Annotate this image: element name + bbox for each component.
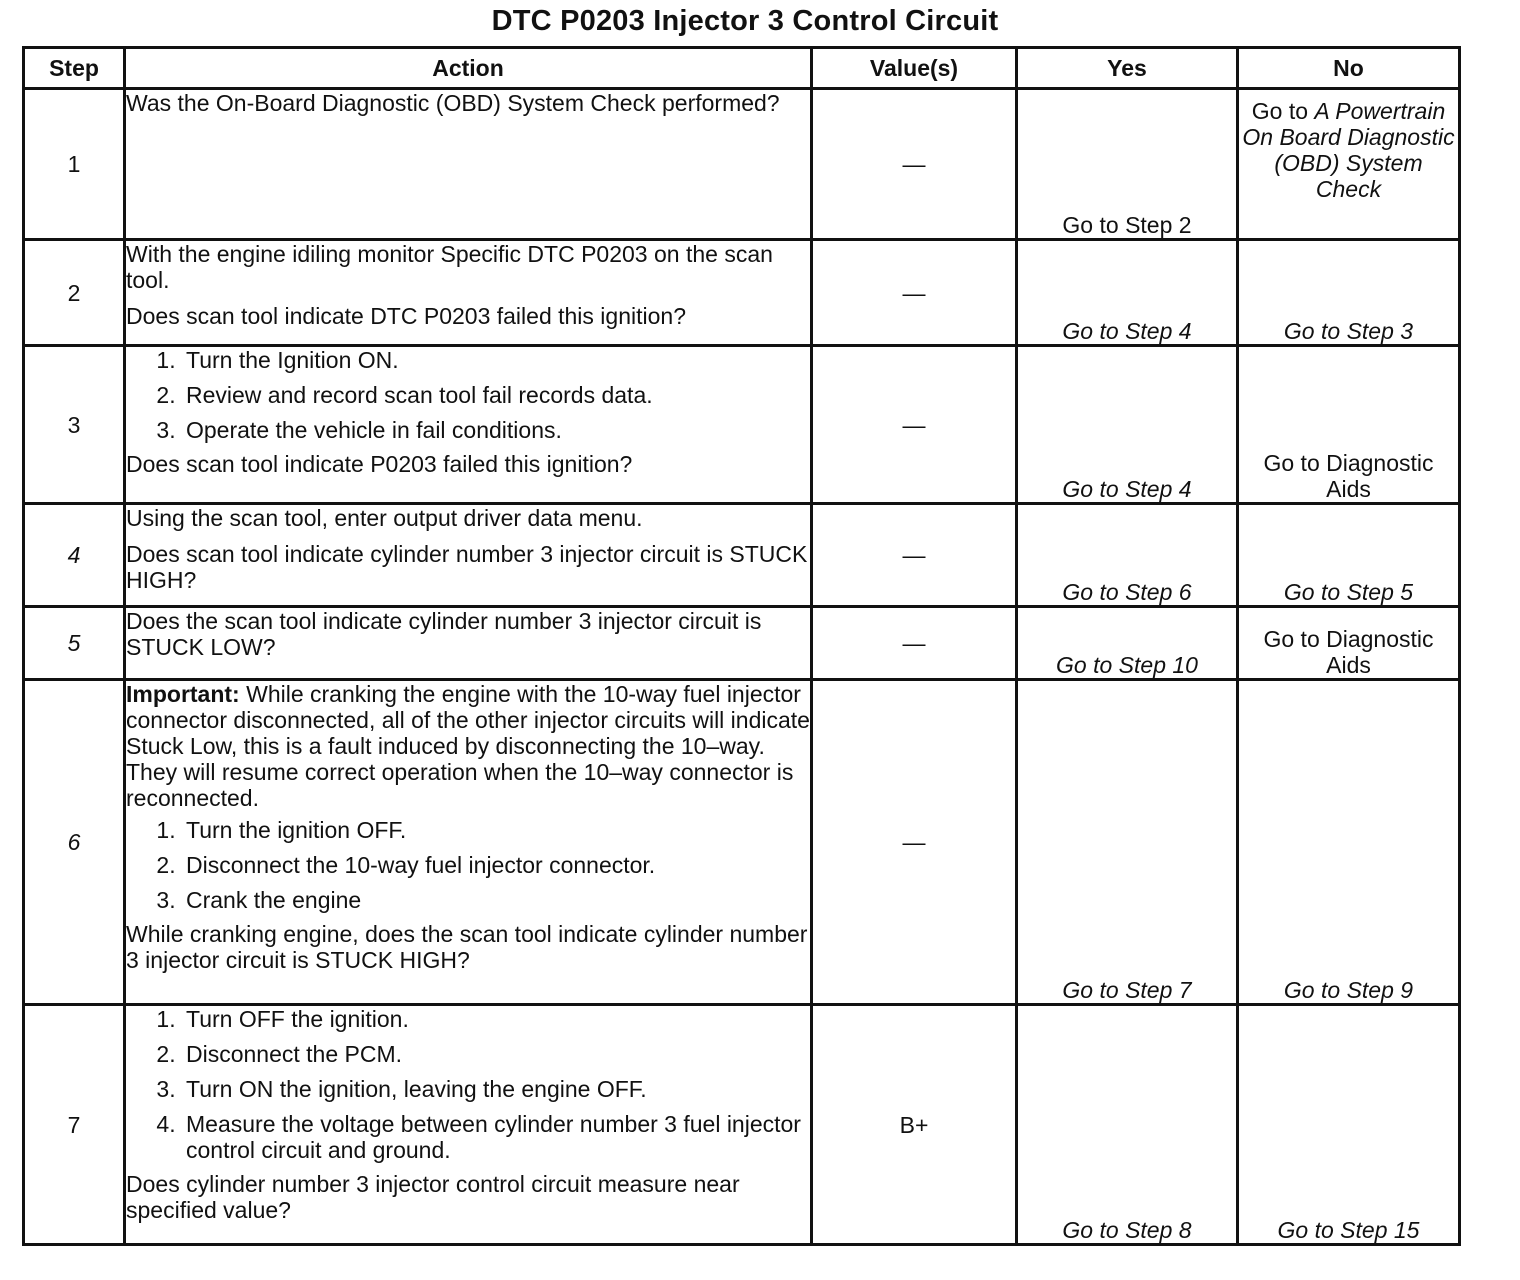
no-cell: Go to Step 9 (1238, 680, 1460, 1005)
table-row (24, 504, 1460, 607)
action-text: Was the On-Board Diagnostic (OBD) System Check performed? (126, 90, 780, 116)
yes-cell: Go to Step 2 (1017, 89, 1238, 240)
yes-cell: Go to Step 4 (1017, 240, 1238, 346)
table-row (24, 680, 1460, 1005)
header-action: Action (125, 48, 812, 89)
action-steps-list (126, 817, 810, 913)
action-cell (125, 1005, 812, 1245)
table-row (24, 89, 1460, 240)
table-row (24, 1005, 1460, 1245)
list-item: 3. Crank the engine (182, 887, 810, 913)
list-item: 3. Turn ON the ignition, leaving the engine OFF. (182, 1076, 810, 1102)
diagnostic-table (22, 46, 1461, 1246)
no-cell: Go to Step 15 (1238, 1005, 1460, 1245)
header-values: Value(s) (812, 48, 1017, 89)
table-row (24, 240, 1460, 346)
no-cell: Go to Diagnostic Aids (1238, 607, 1460, 680)
action-cell (125, 89, 812, 240)
value-cell: — (812, 680, 1017, 1005)
yes-cell: Go to Step 10 (1017, 607, 1238, 680)
action-cell (125, 607, 812, 680)
header-step: Step (24, 48, 125, 89)
action-text: Using the scan tool, enter output driver data menu. (126, 505, 643, 531)
value-cell: — (812, 504, 1017, 607)
value-cell: — (812, 346, 1017, 504)
action-question: Does scan tool indicate DTC P0203 failed this ignition? (126, 303, 686, 329)
list-item: 1. Turn OFF the ignition. (182, 1006, 810, 1032)
header-no: No (1238, 48, 1460, 89)
no-cell: Go to Step 5 (1238, 504, 1460, 607)
important-note (126, 681, 810, 811)
list-item: 1. Turn the ignition OFF. (182, 817, 810, 843)
table-row (24, 607, 1460, 680)
step-number: 2 (24, 240, 125, 346)
action-cell (125, 240, 812, 346)
no-cell: Go to Step 3 (1238, 240, 1460, 346)
no-cell: Go to Diagnostic Aids (1238, 346, 1460, 504)
step-number: 5 (24, 607, 125, 680)
header-yes: Yes (1017, 48, 1238, 89)
step-number: 7 (24, 1005, 125, 1245)
yes-cell: Go to Step 6 (1017, 504, 1238, 607)
action-cell (125, 504, 812, 607)
value-cell: B+ (812, 1005, 1017, 1245)
value-cell: — (812, 607, 1017, 680)
action-cell (125, 346, 812, 504)
table-header-row (24, 48, 1460, 89)
step-number: 4 (24, 504, 125, 607)
list-item: 3. Operate the vehicle in fail conditions. (182, 417, 810, 443)
yes-cell: Go to Step 7 (1017, 680, 1238, 1005)
action-question: Does the scan tool indicate cylinder number 3 injector circuit is STUCK LOW? (126, 608, 762, 660)
important-label: Important: (126, 681, 240, 707)
list-item: 4. Measure the voltage between cylinder number 3 fuel injector control circuit and ground. (182, 1111, 810, 1163)
step-number: 1 (24, 89, 125, 240)
no-cell-prefix: Go to (1251, 98, 1315, 124)
no-cell (1238, 89, 1460, 240)
action-steps-list (126, 1006, 810, 1163)
list-item: 2. Disconnect the 10-way fuel injector connector. (182, 852, 810, 878)
action-cell (125, 680, 812, 1005)
action-question: Does scan tool indicate P0203 failed this ignition? (126, 451, 633, 477)
important-text: While cranking the engine with the 10-way fuel injector connector disconnected, all of the other injector circuits will indicate Stuck Low, this is a fault induced by disconnecting the 10–way. They will resume correct operation when the 10–way connector is reconnected. (126, 681, 810, 811)
yes-cell: Go to Step 8 (1017, 1005, 1238, 1245)
page-title: DTC P0203 Injector 3 Control Circuit (491, 5, 999, 37)
action-question: Does cylinder number 3 injector control circuit measure near specified value? (126, 1171, 740, 1223)
step-number: 6 (24, 680, 125, 1005)
value-cell: — (812, 240, 1017, 346)
list-item: 2. Review and record scan tool fail records data. (182, 382, 810, 408)
action-steps-list (126, 347, 810, 443)
table-row (24, 346, 1460, 504)
yes-cell: Go to Step 4 (1017, 346, 1238, 504)
action-question: Does scan tool indicate cylinder number 3 injector circuit is STUCK HIGH? (126, 541, 808, 593)
step-number: 3 (24, 346, 125, 504)
list-item: 2. Disconnect the PCM. (182, 1041, 810, 1067)
action-text: With the engine idiling monitor Specific DTC P0203 on the scan tool. (126, 241, 773, 293)
no-cell-reference: A Powertrain On Board Diagnostic (OBD) System Check (1242, 98, 1455, 202)
list-item: 1. Turn the Ignition ON. (182, 347, 810, 373)
value-cell: — (812, 89, 1017, 240)
action-question: While cranking engine, does the scan tool indicate cylinder number 3 injector circuit is STUCK HIGH? (126, 921, 808, 973)
